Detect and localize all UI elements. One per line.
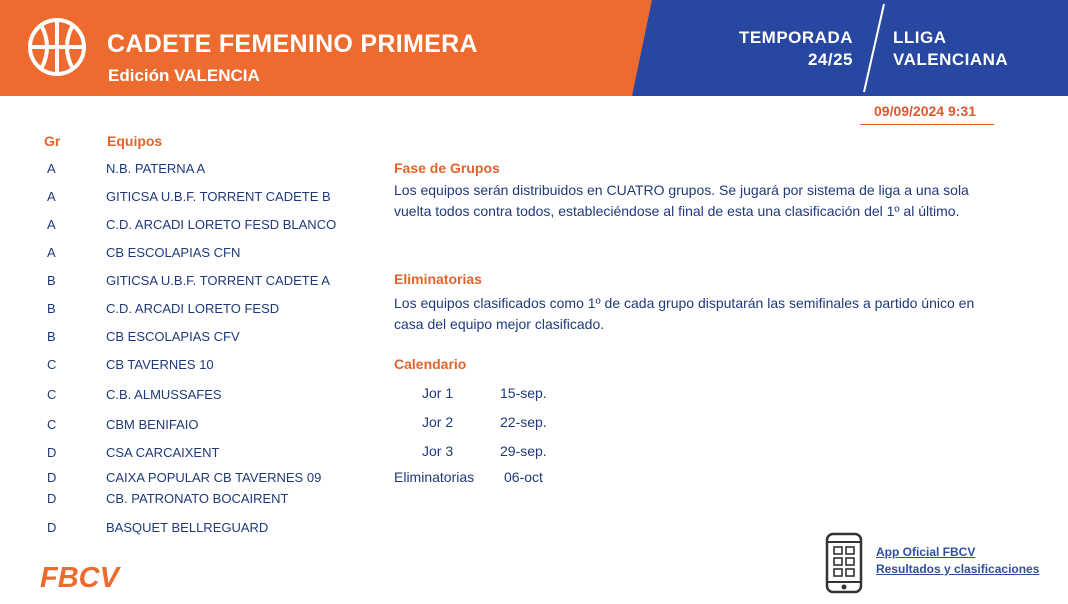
group-cell: D — [47, 520, 57, 535]
group-cell: A — [47, 189, 56, 204]
calendar-date: 22-sep. — [500, 414, 547, 430]
league-name-line2: VALENCIANA — [893, 50, 1009, 69]
team-cell: CSA CARCAIXENT — [106, 445, 220, 460]
calendar-date: 06-oct — [504, 469, 543, 485]
column-header-teams: Equipos — [107, 133, 163, 149]
calendar-date: 29-sep. — [500, 443, 547, 459]
basketball-icon — [27, 17, 87, 77]
fbcv-logo — [38, 560, 150, 592]
league-name-line1: LLIGA — [893, 28, 947, 47]
team-cell: BASQUET BELLREGUARD — [106, 520, 269, 535]
team-cell: C.D. ARCADI LORETO FESD — [106, 301, 280, 316]
calendar-round: Jor 1 — [422, 385, 454, 401]
group-cell: D — [47, 491, 57, 506]
team-cell: GITICSA U.B.F. TORRENT CADETE A — [106, 273, 330, 288]
date-underline — [860, 124, 994, 125]
group-cell: A — [47, 217, 56, 232]
calendar-title: Calendario — [394, 356, 467, 372]
team-cell: CB ESCOLAPIAS CFN — [106, 245, 241, 260]
header-banner — [0, 0, 1068, 96]
calendar-round: Jor 2 — [422, 414, 454, 430]
calendar-round: Eliminatorias — [394, 469, 475, 485]
publication-date: 09/09/2024 9:31 — [874, 103, 976, 119]
group-cell: B — [47, 329, 56, 344]
team-cell: CB ESCOLAPIAS CFV — [106, 329, 240, 344]
results-link[interactable]: Resultados y clasificaciones — [876, 562, 1040, 576]
group-cell: C — [47, 387, 57, 402]
calendar-round: Jor 3 — [422, 443, 454, 459]
group-cell: A — [47, 245, 56, 260]
competition-edition: Edición VALENCIA — [108, 66, 260, 85]
elimination-text: Los equipos clasificados como 1º de cada grupo disputarán las semifinales a partido único en casa del equipo mejor clasificado. — [394, 295, 975, 332]
group-cell: C — [47, 357, 57, 372]
groups-phase-text: Los equipos serán distribuidos en CUATRO grupos. Se jugará por sistema de liga a una sola vuelta todos contra todos, estableciéndose al final de esta una clasificación del 1º al último. — [394, 182, 969, 219]
group-cell: C — [47, 417, 57, 432]
groups-phase-title: Fase de Grupos — [394, 160, 500, 176]
fbcv-logo-text: FBCV — [40, 562, 119, 592]
group-cell: A — [47, 161, 56, 176]
team-cell: GITICSA U.B.F. TORRENT CADETE B — [106, 189, 331, 204]
team-cell: CB TAVERNES 10 — [106, 357, 214, 372]
team-cell: CAIXA POPULAR CB TAVERNES 09 — [106, 470, 322, 485]
season-value: 24/25 — [807, 50, 853, 69]
team-cell: N.B. PATERNA A — [106, 161, 206, 176]
calendar-date: 15-sep. — [500, 385, 547, 401]
mobile-app-icon[interactable] — [825, 532, 863, 594]
group-cell: B — [47, 273, 56, 288]
team-cell: CBM BENIFAIO — [106, 417, 199, 432]
app-link[interactable]: App Oficial FBCV — [876, 545, 976, 559]
team-cell: C.B. ALMUSSAFES — [106, 387, 222, 402]
group-cell: D — [47, 445, 57, 460]
group-cell: D — [47, 470, 57, 485]
elimination-title: Eliminatorias — [394, 271, 482, 287]
team-cell: CB. PATRONATO BOCAIRENT — [106, 491, 289, 506]
season-label: TEMPORADA — [738, 28, 853, 47]
group-cell: B — [47, 301, 56, 316]
team-cell: C.D. ARCADI LORETO FESD BLANCO — [106, 217, 337, 232]
column-header-group: Gr — [44, 133, 61, 149]
competition-title: CADETE FEMENINO PRIMERA — [107, 30, 478, 58]
